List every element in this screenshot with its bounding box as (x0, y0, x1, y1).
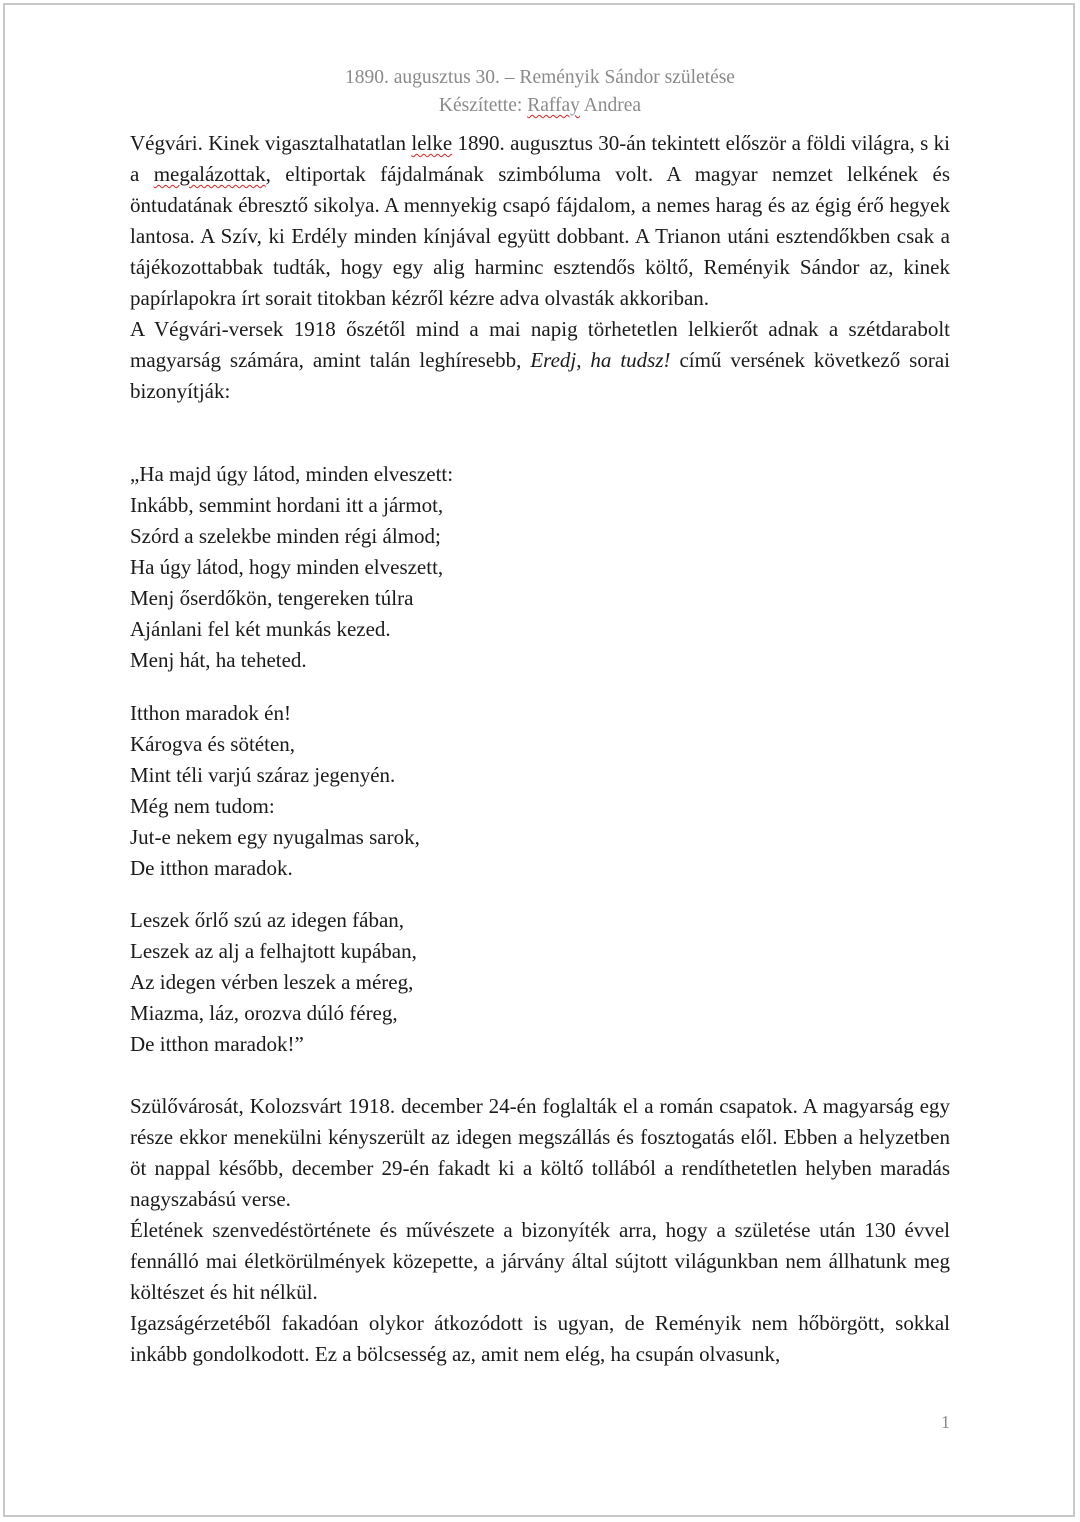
closing-paragraph-3: Igazságérzetéből fakadóan olykor átkozódott is ugyan, de Reményik nem hőbörgött, sokkal inkább gondolkodott. Ez a bölcsesség az, amit nem elég, ha csupán olvasunk, (130, 1311, 950, 1366)
poem-stanza-2 (130, 698, 950, 884)
poem-line: Még nem tudom: (130, 794, 275, 818)
intro-p2-text-a: A Végvári-versek 1918 őszétől mind a mai napig törhetetlen lelkierőt adnak a szétdarabolt magyarság számára, amint talán leghíresebb, (130, 317, 950, 372)
poem-line: Inkább, semmint hordani itt a jármot, (130, 493, 444, 517)
intro-paragraph-2 (130, 314, 950, 407)
document-header-title: 1890. augusztus 30. – Reményik Sándor születése (345, 67, 735, 88)
page-number: 1 (941, 1412, 950, 1432)
poem-line: Leszek az alj a felhajtott kupában, (130, 939, 417, 963)
poem-stanza-3 (130, 905, 950, 1060)
poem-line: Jut-e nekem egy nyugalmas sarok, (130, 825, 420, 849)
author-name-misspelled: Raffay (527, 95, 580, 116)
poem-line: Ha úgy látod, hogy minden elveszett, (130, 555, 444, 579)
poem-line: „Ha majd úgy látod, minden elveszett: (130, 462, 454, 486)
document-header-author (0, 92, 1080, 120)
poem-line: Itthon maradok én! (130, 701, 291, 725)
author-surname-rest: Andrea (579, 95, 642, 116)
poem-line: Mint téli varjú száraz jegenyén. (130, 763, 396, 787)
poem-line: Szórd a szelekbe minden régi álmod; (130, 524, 441, 548)
intro-p1-text-a: Végvári. Kinek vigasztalhatatlan (130, 131, 412, 155)
intro-section (130, 128, 950, 407)
poem-line: Menj hát, ha teheted. (130, 648, 307, 672)
author-label: Készítette: (438, 95, 528, 116)
poem-line: Károgva és sötéten, (130, 732, 296, 756)
closing-section (130, 1091, 950, 1370)
poem-stanza-1 (130, 459, 950, 676)
poem-line: Ajánlani fel két munkás kezed. (130, 617, 391, 641)
poem-line: Menj őserdőkön, tengereken túlra (130, 586, 414, 610)
poem-title: Eredj, ha tudsz! (530, 348, 671, 372)
spellcheck-word-lelke: lelke (411, 131, 453, 155)
closing-paragraph-2: Életének szenvedéstörténete és művészete a bizonyíték arra, hogy a születése után 130 évvel fennálló mai életkörülmények közepette, a járvány által sújtott világunkban nem állhatunk meg költészet és hit nélkül. (130, 1218, 950, 1304)
intro-p1-text-c: , eltiportak fájdalmának szimbóluma volt. A magyar nemzet lelkének és öntudatának ébresztő sikolya. A mennyekig csapó fájdalom, a nemes harag és az égig érő hegyek lantosa. A Szív, ki Erdély minden kínjával együtt dobbant. A Trianon utáni esztendőkben csak a tájékozottabbak tudták, hogy egy alig harminc esztendős költő, Reményik Sándor az, kinek papírlapokra írt sorait titokban kézről kézre adva olvasták akkoriban. (130, 162, 950, 310)
spellcheck-word-megalazottak: megalázottak (153, 162, 266, 186)
intro-p1-text-b: 1890. augusztus 30-án tekintett először a földi világra, s ki a (130, 131, 951, 186)
poem-line: De itthon maradok!” (130, 1032, 304, 1056)
poem-line: Miazma, láz, orozva dúló féreg, (130, 1001, 398, 1025)
poem-line: De itthon maradok. (130, 856, 293, 880)
intro-p2-text-b: című versének következő sorai bizonyítják: (130, 348, 950, 403)
poem-line: Az idegen vérben leszek a méreg, (130, 970, 414, 994)
closing-paragraph-1: Szülővárosát, Kolozsvárt 1918. december 24-én foglalták el a román csapatok. A magyarság egy része ekkor menekülni kényszerült az idegen megszállás és fosztogatás elől. Ebben a helyzetben öt nappal később, december 29-én fakadt ki a költő tollából a rendíthetetlen helyben maradás nagyszabású verse. (130, 1094, 950, 1211)
intro-paragraph-1 (130, 128, 950, 314)
poem-line: Leszek őrlő szú az idegen fában, (130, 908, 405, 932)
